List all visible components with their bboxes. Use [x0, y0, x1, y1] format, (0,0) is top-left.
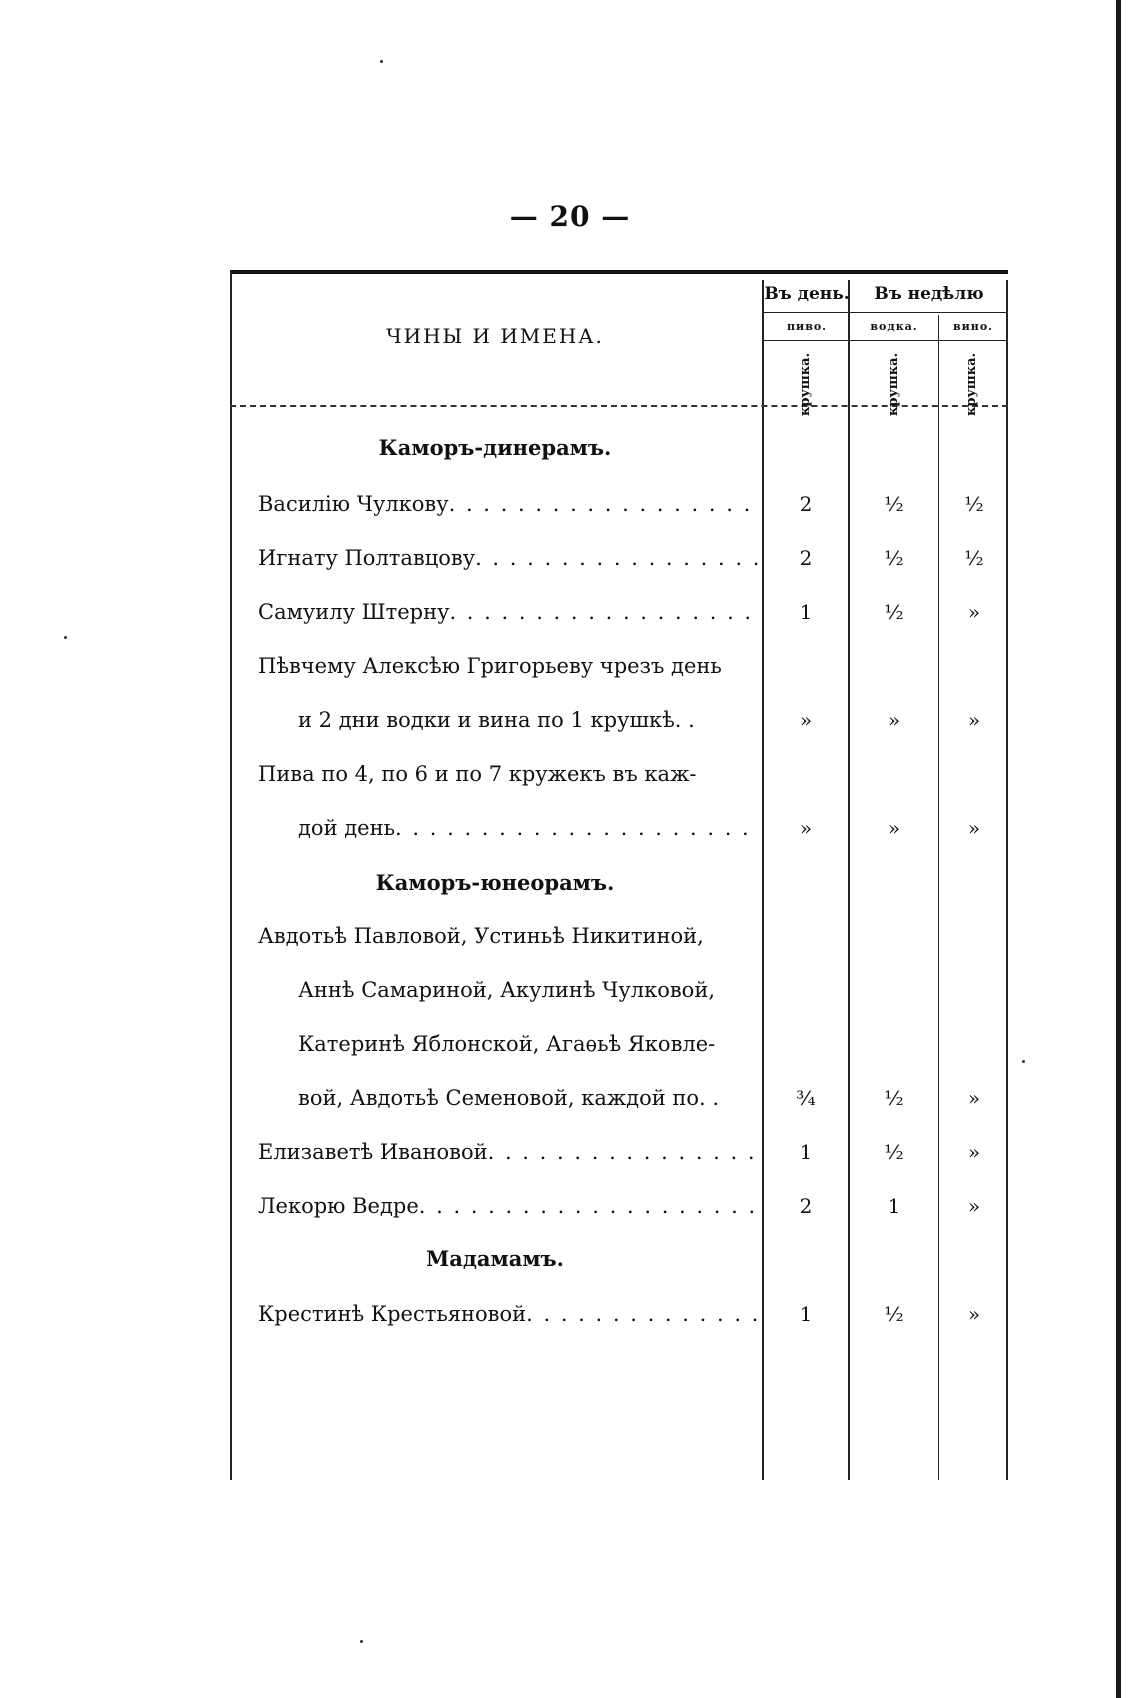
- section-title: Каморъ-юнеорамъ.: [375, 870, 615, 895]
- entry-line: Катеринѣ Яблонской, Агаѳьѣ Яковле-: [298, 1032, 716, 1056]
- beer-value: 2: [799, 492, 813, 516]
- person-name: Василію Чулкову . . .: [258, 484, 758, 524]
- page-number: — 20 —: [509, 200, 631, 233]
- beer-value: »: [799, 816, 813, 840]
- table-row-continued: [230, 754, 1008, 794]
- wine-value: »: [967, 708, 981, 732]
- entry-line: Аннѣ Самариной, Акулинѣ Чулковой,: [298, 978, 715, 1002]
- vodka-value: ½: [884, 1140, 904, 1164]
- paper-speck: [360, 1640, 363, 1643]
- wine-value: »: [967, 1194, 981, 1218]
- paper-speck: [1022, 1060, 1025, 1063]
- entry-line: вой, Авдотьѣ Семеновой, каждой по. .: [298, 1086, 720, 1110]
- wine-value: »: [967, 1086, 981, 1110]
- table-row: [230, 592, 1008, 632]
- wine-unit: крушка.: [964, 352, 979, 416]
- person-name: Лекорю Ведре . . .: [258, 1186, 758, 1226]
- vodka-value: ½: [884, 1086, 904, 1110]
- vodka-value: »: [887, 816, 901, 840]
- table-top-rule: [230, 270, 1008, 274]
- beer-value: 2: [799, 1194, 813, 1218]
- beer-value: 1: [799, 1302, 813, 1326]
- beer-value: 1: [799, 600, 813, 624]
- entry-line: и 2 дни водки и вина по 1 крушкѣ. .: [298, 708, 695, 732]
- table-row-continued: [230, 1024, 1008, 1064]
- table-row: [230, 808, 1008, 848]
- table-row: [230, 1294, 1008, 1334]
- table-row: [230, 1132, 1008, 1172]
- per-week-header: Въ недѣлю: [874, 284, 984, 304]
- wine-header: вино.: [952, 320, 994, 333]
- ration-table: [230, 270, 1008, 1480]
- vodka-unit: крушка.: [886, 352, 901, 416]
- wine-value: »: [967, 600, 981, 624]
- section-title: Каморъ-динерамъ.: [378, 435, 612, 460]
- paper-speck: [64, 636, 67, 639]
- person-name: Елизаветѣ Ивановой . . .: [258, 1132, 758, 1172]
- table-row-continued: [230, 970, 1008, 1010]
- entry-line: Пѣвчему Алексѣю Григорьеву чрезъ день: [258, 654, 722, 678]
- wine-value: »: [967, 816, 981, 840]
- header-rule: [764, 340, 1008, 341]
- vodka-value: ½: [884, 1302, 904, 1326]
- vodka-header: водка.: [870, 320, 918, 333]
- page-edge: [1116, 0, 1121, 1698]
- vodka-value: ½: [884, 600, 904, 624]
- table-row: [230, 538, 1008, 578]
- table-row-continued: [230, 916, 1008, 956]
- beer-value: »: [799, 708, 813, 732]
- beer-value: ¾: [796, 1086, 816, 1110]
- beer-header: пиво.: [786, 320, 828, 333]
- entry-line: Пива по 4, по 6 и по 7 кружекъ въ каж-: [258, 762, 697, 786]
- beer-value: 2: [799, 546, 813, 570]
- beer-value: 1: [799, 1140, 813, 1164]
- vodka-value: »: [887, 708, 901, 732]
- table-row: [230, 484, 1008, 524]
- person-name: Игнату Полтавцову . . .: [258, 538, 758, 578]
- table-row: [230, 1186, 1008, 1226]
- table-row-continued: [230, 646, 1008, 686]
- beer-unit: крушка.: [798, 352, 813, 416]
- section-title: Мадамамъ.: [426, 1246, 564, 1271]
- entry-line: Авдотьѣ Павловой, Устиньѣ Никитиной,: [258, 924, 704, 948]
- wine-value: ½: [964, 546, 984, 570]
- wine-value: »: [967, 1302, 981, 1326]
- paper-speck: [380, 60, 383, 63]
- vodka-value: ½: [884, 546, 904, 570]
- table-row: [230, 700, 1008, 740]
- person-name: Самуилу Штерну . . .: [258, 592, 758, 632]
- vodka-value: 1: [887, 1194, 901, 1218]
- table-row: [230, 1078, 1008, 1118]
- wine-value: ½: [964, 492, 984, 516]
- header-rule: [764, 312, 1008, 313]
- entry-line: дой день . . .: [298, 808, 758, 848]
- wine-value: »: [967, 1140, 981, 1164]
- person-name: Крестинѣ Крестьяновой . . .: [258, 1294, 758, 1334]
- per-day-header: Въ день.: [764, 284, 850, 304]
- names-column-title: ЧИНЫ И ИМЕНА.: [386, 324, 604, 348]
- vodka-value: ½: [884, 492, 904, 516]
